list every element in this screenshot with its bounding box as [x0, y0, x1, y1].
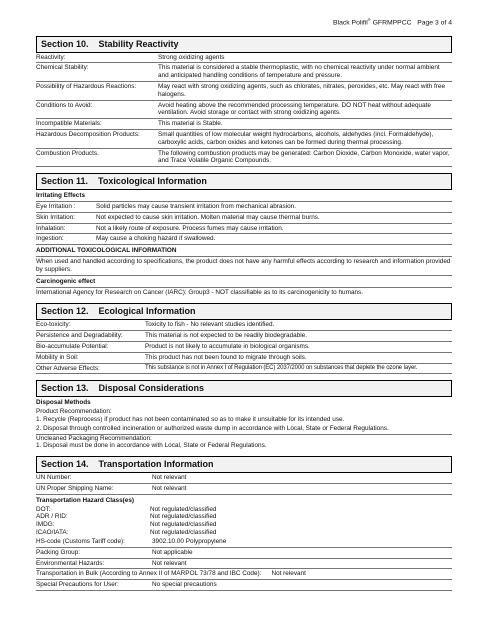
- section-13-title: [36, 380, 452, 397]
- row-value: May react with strong oxidizing agents, such as chlorates, nitrates, peroxides, etc. May react with free halogens.: [158, 82, 445, 98]
- table-row: [36, 537, 452, 548]
- row-key: Combustion Products.: [36, 149, 99, 157]
- product-code: GFRMPPCC: [370, 19, 412, 27]
- row-key: Inhalation:: [36, 224, 66, 232]
- table-row: [36, 548, 452, 559]
- row-value: Not expected to cause skin irritation. Molten material may cause thermal burns.: [96, 213, 320, 221]
- sds-page: [36, 18, 452, 591]
- row-value: Product is not likely to accumulate in biological organisms.: [145, 342, 310, 350]
- registered-mark: ®: [367, 17, 371, 22]
- row-key: Bio-accumulate Potential:: [36, 342, 109, 350]
- row-key: DOT:: [36, 505, 51, 513]
- row-key: UN Number:: [36, 474, 72, 482]
- row-key: Packing Group:: [36, 548, 81, 556]
- row-key: IMDG:: [36, 521, 55, 529]
- row-value: Not regulated/classified: [150, 521, 217, 529]
- hazard-class-heading: Transportation Hazard Class(es): [36, 496, 135, 504]
- table-row: [36, 130, 452, 149]
- section-12-table: [36, 320, 452, 374]
- row-key: Eco-toxicity:: [36, 321, 71, 329]
- row-value: Not applicable: [152, 548, 193, 556]
- section-11-table: [36, 202, 452, 245]
- row-value: May cause a choking hazard if swallowed.: [96, 235, 216, 243]
- row-key: Ingestion:: [36, 235, 64, 243]
- row-key: Eye Irritation :: [36, 203, 76, 211]
- section-number: Section 14.: [41, 459, 89, 470]
- row-value: The following combustion products may be generated: Carbon Dioxide, Carbon Monoxide, water vapor, and Trace Volatile Organic Compounds.: [158, 149, 450, 165]
- table-row: [36, 119, 452, 130]
- additional-tox-text: When used and handled according to specifications, the product does not have any harmful effects according to research and information provided by suppliers.: [36, 257, 452, 276]
- row-key: Reactivity:: [36, 53, 66, 61]
- section-number: Section 11.: [41, 176, 89, 187]
- table-row: [36, 473, 452, 484]
- recommendation-1: 1. Recycle (Reprocess) if product has not been contaminated so as to make it unsuitable for its intended use.: [36, 415, 345, 423]
- row-key: ICAO/IATA:: [36, 529, 69, 537]
- section-number: Section 13.: [41, 383, 89, 394]
- table-row: [36, 213, 452, 224]
- section-11-title: [36, 173, 452, 190]
- section-12-title: [36, 303, 452, 320]
- section-10-table: [36, 53, 452, 168]
- section-number: Section 10.: [41, 38, 89, 49]
- row-key: Possibility of Hazardous Reactions:: [36, 82, 137, 90]
- section-number: Section 12.: [41, 306, 89, 317]
- section-heading: Stability Reactivity: [98, 38, 179, 49]
- row-value: This material is Stable.: [158, 120, 223, 128]
- table-row: [36, 580, 452, 591]
- section-10-title: [36, 36, 452, 53]
- row-value: Not a likely route of exposure. Process fumes may cause irritation.: [96, 224, 284, 232]
- row-value: Not relevant: [152, 559, 187, 567]
- row-key: HS-code (Customs Tariff code):: [36, 537, 125, 545]
- row-value: No special precautions: [152, 581, 217, 589]
- row-value: Not regulated/classified: [150, 505, 217, 513]
- table-row: [36, 202, 452, 213]
- section-heading: Toxicological Information: [98, 176, 207, 187]
- recommendation-2: 2. Disposal through controlled incineration or authorized waste dump in accordance with Local, State or Federal Regulations.: [36, 424, 452, 435]
- section-14-title: [36, 456, 452, 473]
- row-value: Small quantities of low molecular weight hydrocarbons, alcohols, aldehydes (incl. Formaldehyde), carboxylic acids, carbon oxides and ketones can be formed during thermal processing.: [158, 131, 434, 146]
- page-header: [36, 18, 452, 28]
- table-row: [36, 149, 452, 168]
- table-row: [36, 353, 452, 364]
- table-row: [36, 529, 452, 537]
- table-row: [36, 569, 452, 580]
- row-key: Other Adverse Effects:: [36, 364, 100, 372]
- table-row: [36, 559, 452, 570]
- row-value: Not relevant: [152, 474, 187, 482]
- row-value: Not relevant: [271, 570, 306, 578]
- row-key: Incompatible Materials:: [36, 120, 102, 128]
- table-row: [36, 521, 452, 529]
- table-row: [36, 506, 452, 514]
- uncleaned-recommendation-1: 1. Disposal must be done in accordance with Local, State or Federal Regulations.: [36, 442, 267, 450]
- row-key: UN Proper Shipping Name:: [36, 485, 114, 493]
- row-value: Not regulated/classified: [150, 513, 217, 521]
- table-row: [36, 342, 452, 353]
- product-recommendation-label: Product Recommendation:: [36, 408, 112, 416]
- row-key: Chemical Stability:: [36, 64, 89, 72]
- table-row: [36, 234, 452, 245]
- additional-tox-heading: ADDITIONAL TOXICOLOGICAL INFORMATION: [36, 245, 452, 257]
- row-value: 3902.10.00 Polypropylene: [152, 537, 227, 545]
- row-value: Strong oxidizing agents: [158, 53, 225, 61]
- table-row: [36, 224, 452, 235]
- row-value: Solid particles may cause transient irritation from mechanical abrasion.: [96, 203, 296, 211]
- row-value: This material is not expected to be readily biodegradable.: [145, 332, 307, 340]
- row-key: Environmental Hazards:: [36, 559, 105, 567]
- section-14-table: [36, 473, 452, 591]
- row-value: Toxicity to fish - No relevant studies identified.: [145, 321, 275, 329]
- table-row: [36, 364, 452, 375]
- irritating-effects-heading: Irritating Effects: [36, 190, 452, 202]
- carcinogenic-heading: Carcinogenic effect: [36, 276, 452, 288]
- row-value: Not relevant: [152, 485, 187, 493]
- product-name: Black Polifil: [333, 19, 368, 27]
- row-key: Special Precautions for User:: [36, 581, 119, 589]
- row-key: Mobility in Soil:: [36, 353, 79, 361]
- table-row: [36, 53, 452, 64]
- row-key: Conditions to Avoid:: [36, 101, 93, 109]
- row-key: ADR / RID:: [36, 513, 68, 521]
- table-row: [36, 320, 452, 331]
- carcinogenic-text: International Agency for Research on Cancer (IARC): Group3 - NOT classifiable as to its carcinogenicity to humans.: [36, 288, 364, 296]
- row-value: This product has not been found to migrate through soils.: [145, 353, 307, 361]
- table-row: [36, 331, 452, 342]
- row-key: Persistence and Degradability:: [36, 332, 123, 340]
- table-row: [36, 484, 452, 495]
- row-value: This material is considered a stable thermoplastic, with no chemical reactivity under normal ambient and anticipated handling conditions of temperature and pressure.: [158, 64, 440, 80]
- table-row: [36, 513, 452, 521]
- uncleaned-packaging-label: Uncleaned Packaging Recommendation:: [36, 434, 152, 442]
- section-heading: Disposal Considerations: [98, 383, 205, 394]
- row-key: Hazardous Decomposition Products:: [36, 131, 140, 139]
- section-heading: Ecological Information: [98, 306, 196, 317]
- row-key: Transportation in Bulk (According to Annex II of MARPOL 73/78 and IBC Code):: [36, 570, 262, 578]
- row-value: Not regulated/classified: [150, 529, 217, 537]
- row-key: Skin Irritation:: [36, 213, 76, 221]
- page-number: Page 3 of 4: [417, 19, 452, 27]
- table-row: [36, 101, 452, 120]
- table-row: [36, 82, 452, 101]
- row-value: Avoid heating above the recommended processing temperature. DO NOT heat without adequate ventilation. Avoid storage or contact with strong oxidizing agents.: [158, 101, 431, 117]
- section-heading: Transportation Information: [98, 459, 214, 470]
- disposal-methods-heading: Disposal Methods: [36, 399, 91, 407]
- table-row: [36, 63, 452, 82]
- row-value: This substance is not in Annex I of Regulation (EC) 2037/2000 on substances that deplete the ozone layer.: [145, 364, 418, 371]
